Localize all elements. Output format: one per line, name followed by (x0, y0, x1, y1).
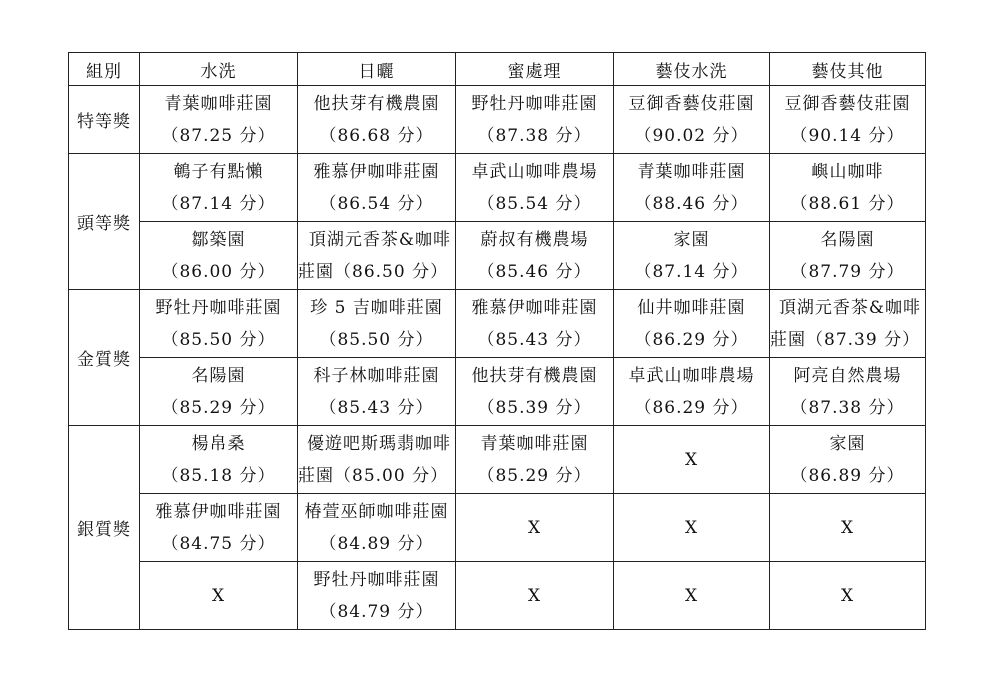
estate-score: （87.38 分） (477, 125, 592, 146)
empty-award-cell: X (614, 426, 770, 494)
estate-score: （85.29 分） (161, 397, 276, 418)
estate-name: 他扶芽有機農園 (313, 93, 440, 114)
empty-award-cell: X (614, 494, 770, 562)
estate-score: （86.54 分） (319, 193, 434, 214)
header-washed: 水洗 (140, 53, 298, 86)
empty-award-cell: X (456, 494, 614, 562)
award-cell (140, 426, 298, 494)
estate-score: （86.29 分） (634, 329, 749, 350)
estate-score: （88.61 分） (790, 193, 905, 214)
estate-name: 青葉咖啡莊園 (637, 161, 746, 182)
award-cell (298, 358, 456, 426)
estate-name: 豆御香藝伎莊園 (628, 93, 755, 114)
award-cell (298, 222, 456, 290)
category-silver: 銀質獎 (69, 426, 140, 630)
estate-name: 雅慕伊咖啡莊園 (471, 297, 598, 318)
estate-score: （85.54 分） (477, 193, 592, 214)
award-cell (298, 562, 456, 630)
award-cell (770, 426, 926, 494)
estate-score: （85.43 分） (477, 329, 592, 350)
award-cell (770, 154, 926, 222)
estate-score: （86.00 分） (161, 261, 276, 282)
estate-score: （84.79 分） (319, 601, 434, 622)
table-row (69, 426, 926, 494)
estate-name: 珍 5 吉咖啡莊園 (310, 297, 443, 318)
estate-name: 優遊吧斯瑪翡咖啡 (307, 433, 451, 454)
empty-award-cell: X (770, 562, 926, 630)
estate-name: 家園 (829, 433, 866, 454)
table-row (69, 222, 926, 290)
estate-score: （85.46 分） (477, 261, 592, 282)
estate-name: 鄒築園 (191, 229, 246, 250)
award-cell (456, 426, 614, 494)
estate-score: （86.68 分） (319, 125, 434, 146)
estate-score: （87.14 分） (161, 193, 276, 214)
award-cell (770, 358, 926, 426)
category-special: 特等獎 (69, 86, 140, 154)
estate-name: 名陽園 (191, 365, 246, 386)
empty-award-cell: X (140, 562, 298, 630)
header-category: 組別 (69, 53, 140, 86)
award-cell (614, 290, 770, 358)
award-cell (614, 222, 770, 290)
header-geisha-washed: 藝伎水洗 (614, 53, 770, 86)
estate-name: 野牡丹咖啡莊園 (471, 93, 598, 114)
estate-name: 家園 (673, 229, 710, 250)
estate-name: 嶼山咖啡 (811, 161, 884, 182)
table-row (69, 562, 926, 630)
estate-name: 卓武山咖啡農場 (471, 161, 598, 182)
estate-name: 鵪子有點懶 (173, 161, 264, 182)
award-cell (140, 86, 298, 154)
estate-name: 青葉咖啡莊園 (164, 93, 273, 114)
estate-score: （85.50 分） (161, 329, 276, 350)
award-cell (140, 154, 298, 222)
award-cell (298, 494, 456, 562)
award-cell (298, 290, 456, 358)
estate-score: （85.50 分） (319, 329, 434, 350)
estate-score: （87.14 分） (634, 261, 749, 282)
estate-score: （84.75 分） (161, 533, 276, 554)
estate-name: 頂湖元香茶&咖啡 (308, 229, 451, 250)
category-first: 頭等獎 (69, 154, 140, 290)
award-cell (770, 222, 926, 290)
empty-award-cell: X (614, 562, 770, 630)
category-gold: 金質獎 (69, 290, 140, 426)
awards-table (68, 52, 926, 630)
estate-name: 卓武山咖啡農場 (628, 365, 755, 386)
estate-name: 他扶芽有機農園 (471, 365, 598, 386)
estate-score: （85.39 分） (477, 397, 592, 418)
award-cell (770, 290, 926, 358)
award-cell (614, 358, 770, 426)
estate-score: （87.79 分） (790, 261, 905, 282)
estate-score: （86.29 分） (634, 397, 749, 418)
estate-name: 雅慕伊咖啡莊園 (313, 161, 440, 182)
award-cell (456, 222, 614, 290)
estate-name: 仙井咖啡莊園 (637, 297, 746, 318)
award-cell (298, 154, 456, 222)
header-geisha-other: 藝伎其他 (770, 53, 926, 86)
estate-score: 莊園（87.39 分） (770, 329, 921, 350)
award-cell (614, 86, 770, 154)
estate-score: （84.89 分） (319, 533, 434, 554)
estate-name: 楊帛桑 (191, 433, 246, 454)
estate-name: 頂湖元香茶&咖啡 (778, 297, 921, 318)
award-cell (614, 154, 770, 222)
estate-name: 野牡丹咖啡莊園 (313, 569, 440, 590)
estate-score: （87.38 分） (790, 397, 905, 418)
estate-name: 椿萱巫師咖啡莊園 (304, 501, 449, 522)
estate-name: 豆御香藝伎莊園 (784, 93, 911, 114)
award-cell (456, 154, 614, 222)
award-cell (140, 290, 298, 358)
award-cell (456, 290, 614, 358)
estate-score: （90.14 分） (790, 125, 905, 146)
estate-name: 科子林咖啡莊園 (313, 365, 440, 386)
award-cell (140, 358, 298, 426)
award-cell (298, 86, 456, 154)
award-cell (456, 86, 614, 154)
table-row (69, 290, 926, 358)
estate-score: （88.46 分） (634, 193, 749, 214)
award-cell (140, 222, 298, 290)
estate-name: 名陽園 (820, 229, 875, 250)
empty-award-cell: X (770, 494, 926, 562)
estate-score: 莊園（86.50 分） (298, 261, 449, 282)
table-row (69, 154, 926, 222)
table-row (69, 494, 926, 562)
award-cell (298, 426, 456, 494)
award-cell (456, 358, 614, 426)
empty-award-cell: X (456, 562, 614, 630)
estate-name: 蔚叔有機農場 (480, 229, 589, 250)
estate-score: （86.89 分） (790, 465, 905, 486)
estate-name: 野牡丹咖啡莊園 (155, 297, 282, 318)
estate-score: （90.02 分） (634, 125, 749, 146)
estate-name: 青葉咖啡莊園 (480, 433, 589, 454)
estate-score: 莊園（85.00 分） (298, 465, 449, 486)
header-honey: 蜜處理 (456, 53, 614, 86)
award-cell (140, 494, 298, 562)
estate-score: （87.25 分） (161, 125, 276, 146)
header-row (69, 53, 926, 86)
estate-name: 雅慕伊咖啡莊園 (155, 501, 282, 522)
estate-score: （85.43 分） (319, 397, 434, 418)
header-natural: 日曬 (298, 53, 456, 86)
table-row (69, 358, 926, 426)
estate-score: （85.18 分） (161, 465, 276, 486)
award-cell (770, 86, 926, 154)
estate-name: 阿亮自然農場 (793, 365, 902, 386)
table-row (69, 86, 926, 154)
estate-score: （85.29 分） (477, 465, 592, 486)
